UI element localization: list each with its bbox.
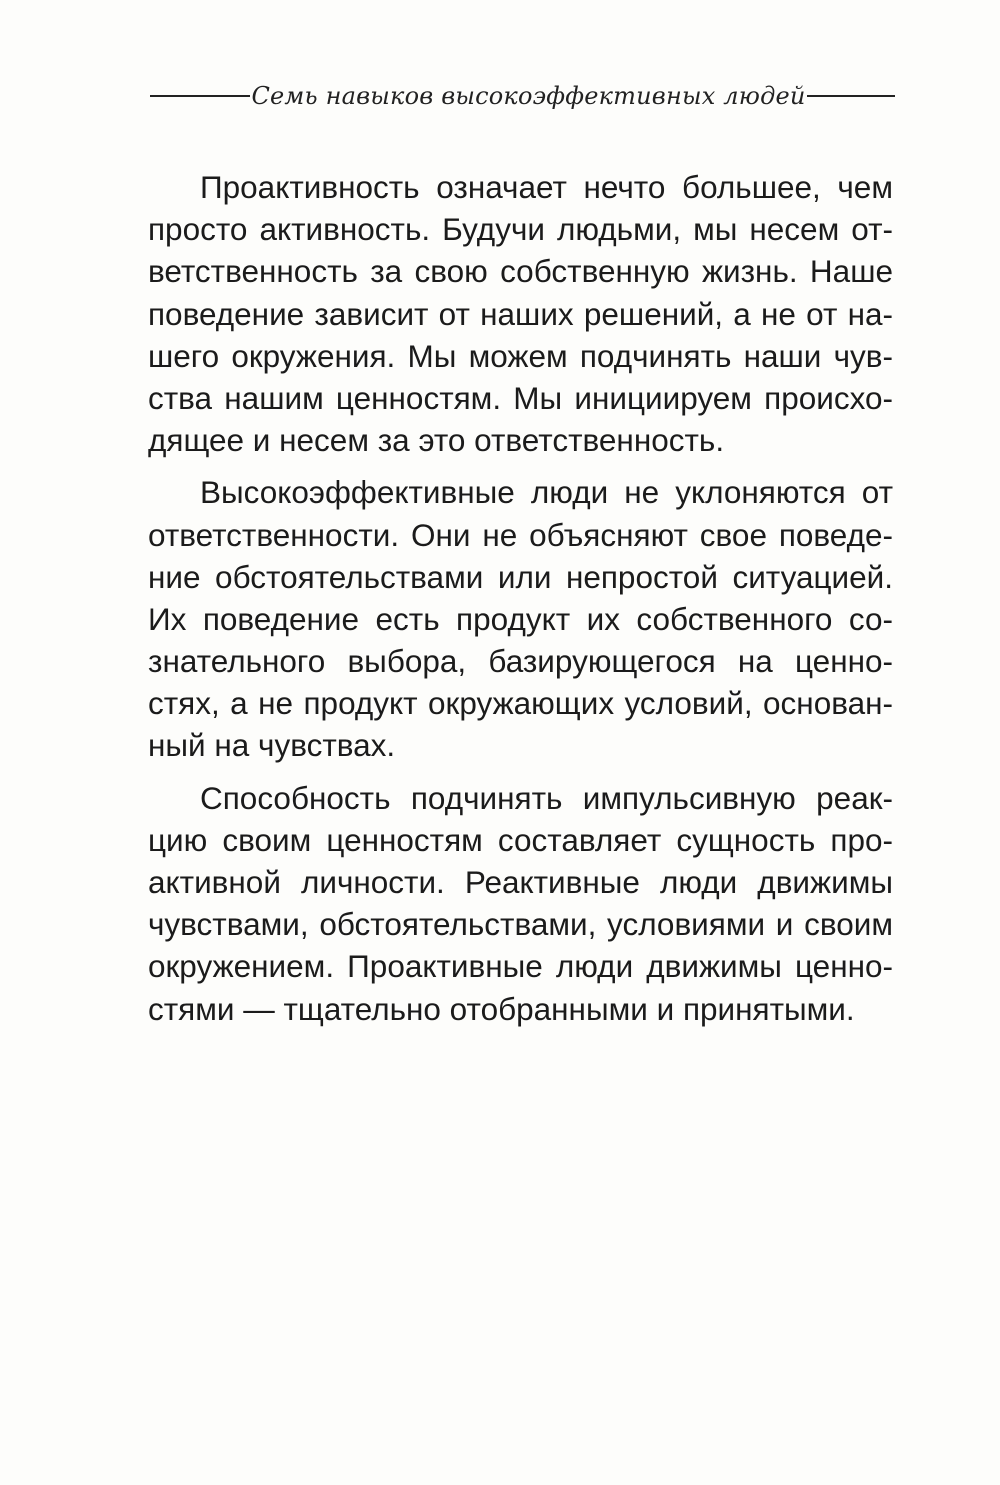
text-line: ветственность за свою собственную жизнь. Наше	[148, 253, 893, 290]
text-line: Проактивность означает нечто большее, чем	[200, 169, 893, 205]
text-line: ние обстоятельствами или непростой ситуацией.	[148, 558, 893, 595]
text-line: ства нашим ценностям. Мы инициируем происхо-	[148, 379, 893, 416]
text-line: просто активность. Будучи людьми, мы несем от-	[148, 211, 893, 248]
header-rule-right	[807, 95, 895, 97]
header-rule-left	[150, 95, 250, 97]
running-header	[150, 74, 895, 118]
text-line: ный на чувствах.	[148, 727, 396, 764]
running-header-title: Семь навыков высокоэффективных людей	[251, 82, 806, 110]
text-line: знательного выбора, базирующегося на ценно-	[148, 643, 893, 680]
text-line: ответственности. Они не объясняют свое поведе-	[148, 516, 893, 553]
text-line: окружением. Проактивные люди движимы ценно-	[148, 948, 893, 985]
text-line: активной личности. Реактивные люди движимы	[148, 864, 893, 900]
text-line: цию своим ценностям составляет сущность про-	[148, 821, 893, 858]
text-line: Их поведение есть продукт их собственного со-	[148, 600, 893, 637]
text-line: Высокоэффективные люди не уклоняются от	[200, 474, 893, 511]
text-line: стями — тщательно отобранными и принятыми.	[148, 990, 855, 1027]
text-line: поведение зависит от наших решений, а не от на-	[148, 295, 893, 332]
paragraph-1	[148, 166, 893, 461]
text-line: шего окружения. Мы можем подчинять наши чув-	[148, 337, 893, 374]
text-line: стях, а не продукт окружающих условий, основан-	[148, 685, 893, 722]
text-line: чувствами, обстоятельствами, условиями и своим	[148, 906, 893, 943]
body-text	[148, 166, 893, 1040]
paragraph-3	[148, 777, 893, 1030]
text-line: Способность подчинять импульсивную реак-	[200, 779, 893, 816]
paragraph-2	[148, 471, 893, 766]
text-line: дящее и несем за это ответственность.	[148, 422, 725, 459]
